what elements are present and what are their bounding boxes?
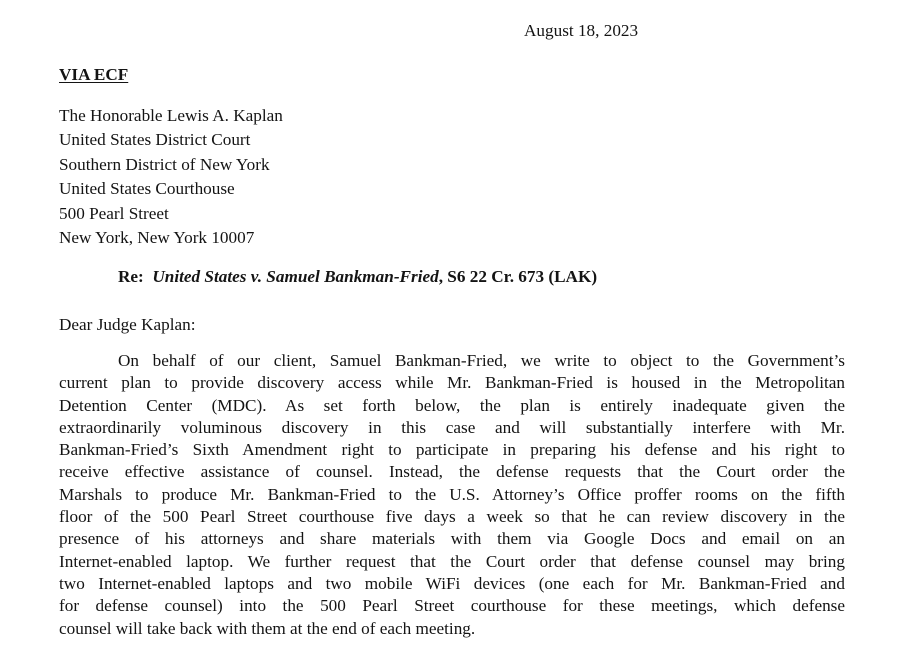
recipient-address-block	[59, 104, 283, 250]
delivery-method: VIA ECF	[59, 65, 129, 84]
body-line: receive effective assistance of counsel. Instead, the defense requests that the Court order the	[59, 462, 845, 482]
recipient-name: The Honorable Lewis A. Kaplan	[59, 106, 283, 125]
re-line	[118, 266, 597, 288]
body-line: Marshals to produce Mr. Bankman-Fried to the U.S. Attorney’s Office proffer rooms on the fifth	[59, 484, 845, 504]
case-name: United States v. Samuel Bankman-Fried	[152, 267, 439, 286]
body-line: On behalf of our client, Samuel Bankman-Fried, we write to object to the Government’s	[118, 351, 845, 370]
case-number: , S6 22 Cr. 673 (LAK)	[438, 267, 598, 286]
body-line: extraordinarily voluminous discovery in this case and will substantially interfere with Mr.	[59, 417, 845, 437]
letter-date: August 18, 2023	[524, 21, 639, 40]
body-line: Detention Center (MDC). As set forth below, the plan is entirely inadequate given the	[59, 395, 845, 415]
recipient-street: 500 Pearl Street	[59, 203, 169, 223]
recipient-building: United States Courthouse	[59, 179, 235, 199]
body-paragraph	[59, 350, 845, 640]
recipient-district: Southern District of New York	[59, 154, 270, 174]
body-line: for defense counsel) into the 500 Pearl Street courthouse for these meetings, which defense	[59, 596, 845, 616]
recipient-court: United States District Court	[59, 130, 251, 150]
re-label: Re:	[118, 267, 144, 286]
body-line: counsel will take back with them at the end of each meeting.	[59, 618, 476, 638]
body-line: Bankman-Fried’s Sixth Amendment right to participate in preparing his defense and his right to	[59, 440, 845, 460]
body-line: Internet-enabled laptop. We further request that the Court order that defense counsel may bring	[59, 551, 845, 571]
salutation: Dear Judge Kaplan:	[59, 315, 196, 334]
recipient-city: New York, New York 10007	[59, 228, 255, 248]
body-line: two Internet-enabled laptops and two mobile WiFi devices (one each for Mr. Bankman-Fried and	[59, 573, 845, 593]
body-line: current plan to provide discovery access while Mr. Bankman-Fried is housed in the Metropolitan	[59, 373, 845, 393]
body-line: presence of his attorneys and share materials with them via Google Docs and email on an	[59, 529, 845, 549]
body-line: floor of the 500 Pearl Street courthouse five days a week so that he can review discovery in the	[59, 507, 845, 527]
